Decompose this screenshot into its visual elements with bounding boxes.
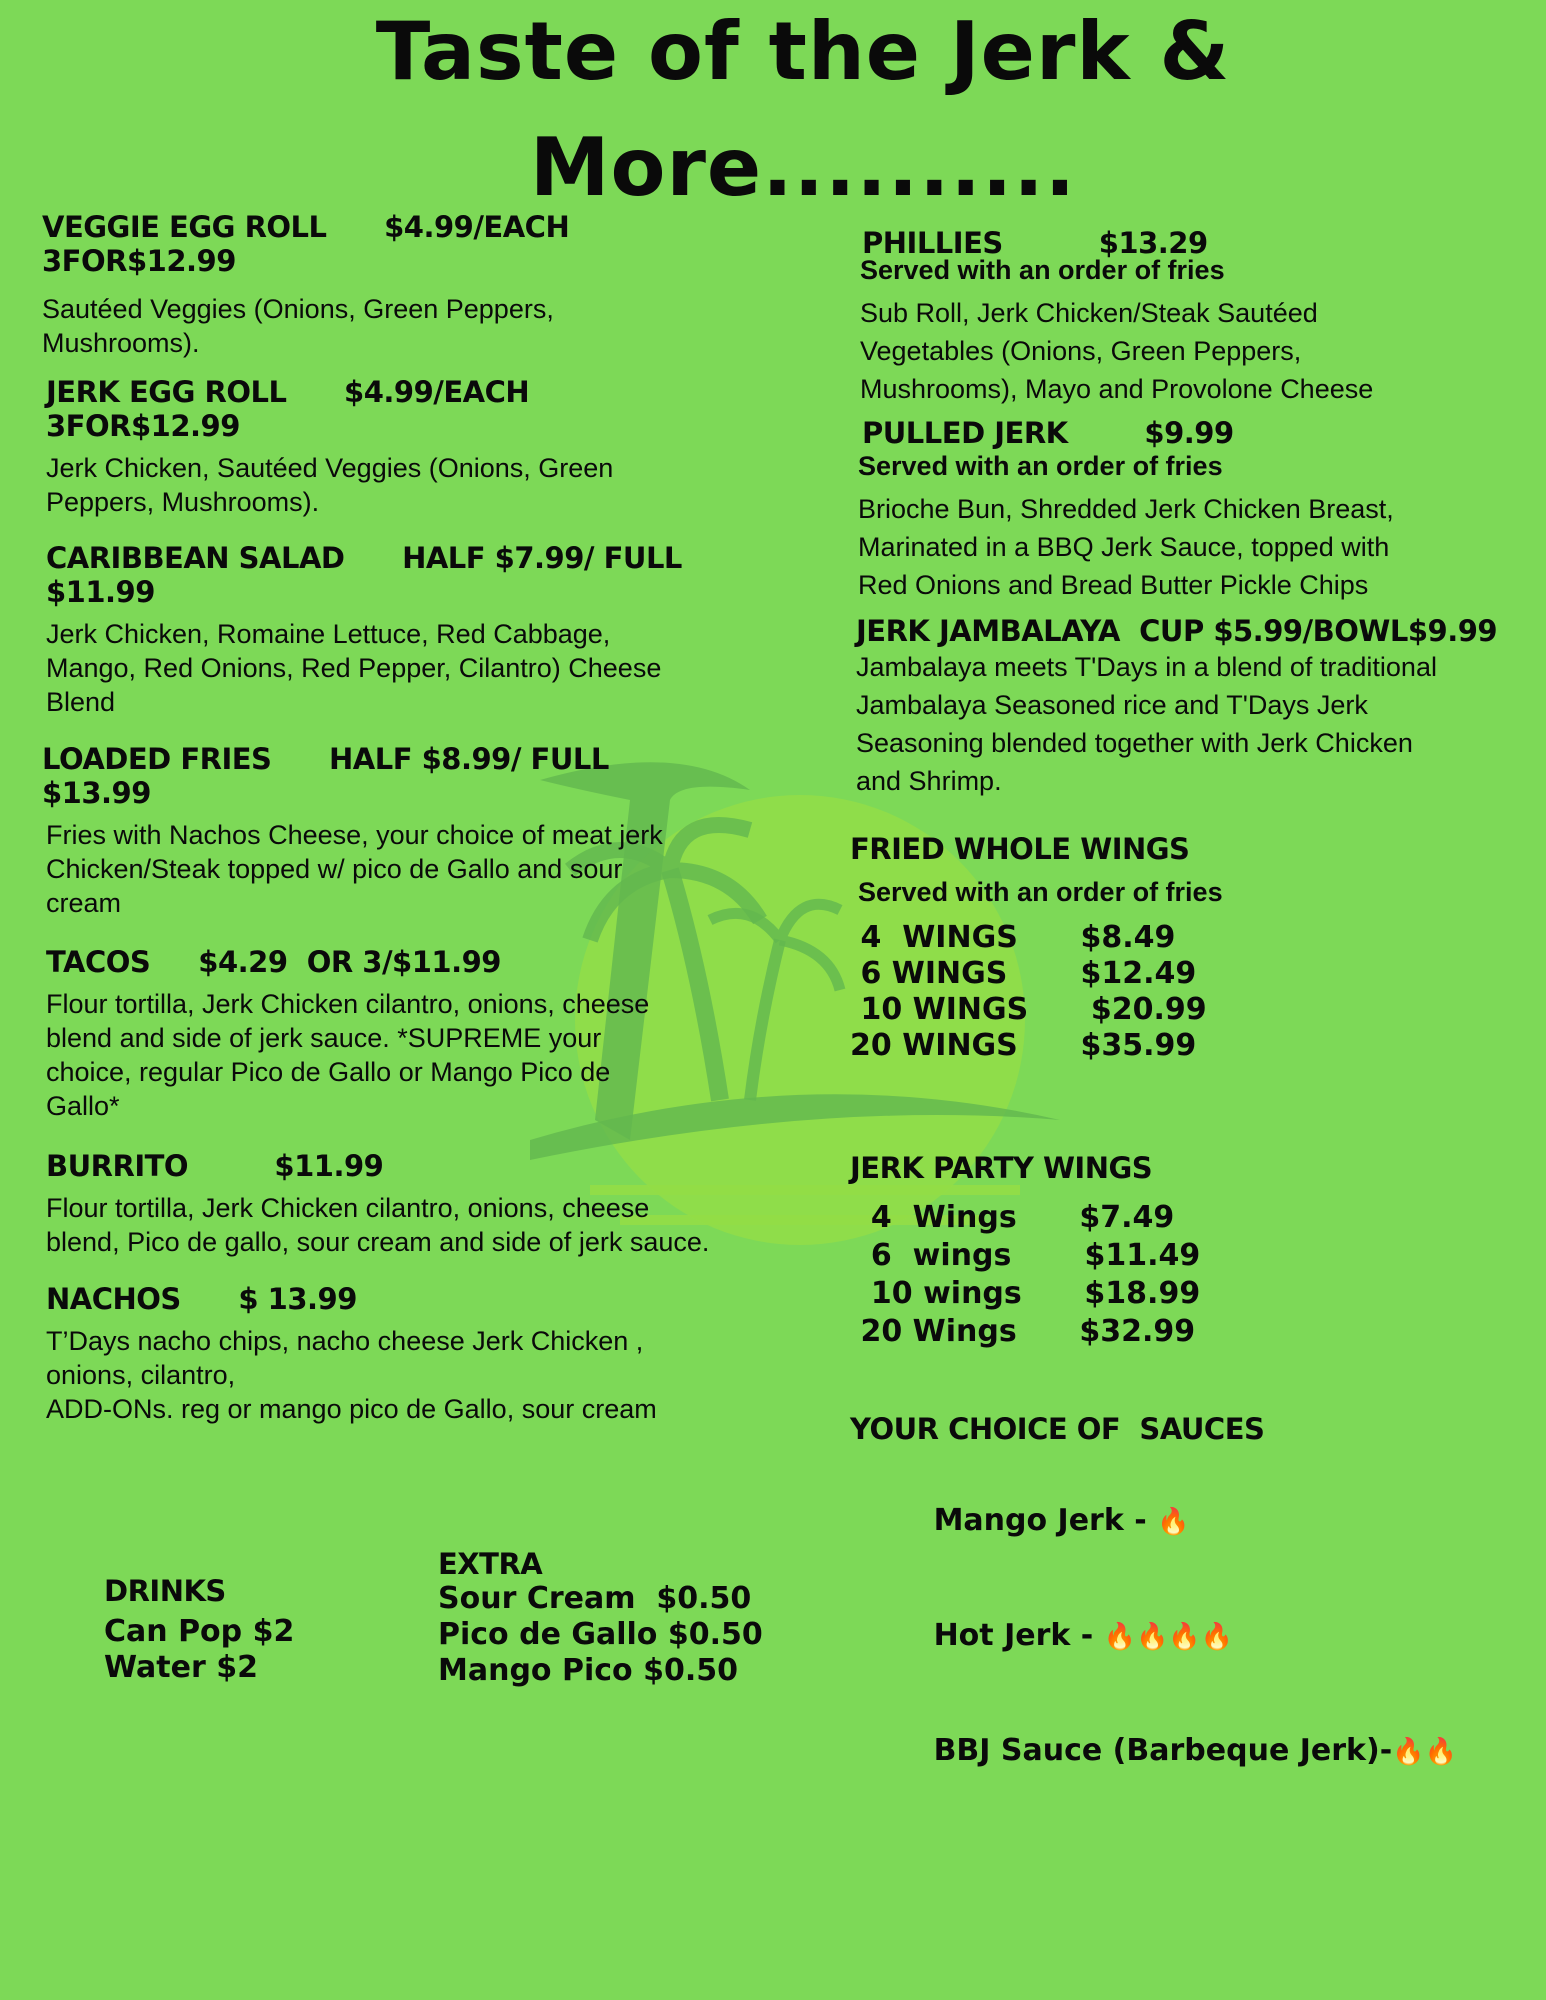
- extra-list: [438, 1581, 858, 1689]
- description-line: Marinated in a BBQ Jerk Sauce, topped with: [858, 532, 1390, 562]
- item-description: [46, 1324, 776, 1426]
- served-with-fries-note: Served with an order of fries: [858, 877, 1223, 907]
- description-line: Peppers, Mushrooms).: [46, 487, 320, 517]
- sauces-heading: YOUR CHOICE OF SAUCES: [850, 1412, 1265, 1446]
- item-heading: PHILLIES $13.29: [862, 226, 1208, 260]
- drinks-row: Water $2: [104, 1650, 258, 1685]
- wings-price-row: 6 WINGS $12.49: [850, 956, 1197, 991]
- description-line: T’Days nacho chips, nacho cheese Jerk Chicken ,: [46, 1326, 644, 1356]
- extra-row: Mango Pico $0.50: [438, 1653, 738, 1688]
- sauce-row-bbj-sauce: [850, 1694, 1510, 1809]
- menu-title-line-1: Taste of the Jerk &: [375, 5, 1231, 98]
- sauce-row-hot-jerk: [850, 1579, 1510, 1694]
- sauce-row-mango-jerk: [850, 1464, 1510, 1579]
- wings-price-row: 20 WINGS $35.99: [850, 1028, 1197, 1063]
- item-heading-price: $11.99: [46, 575, 155, 609]
- description-line: blend and side of jerk sauce. *SUPREME your: [46, 1023, 602, 1053]
- item-description: [46, 987, 776, 1123]
- description-line: blend, Pico de gallo, sour cream and side of jerk sauce.: [46, 1227, 710, 1257]
- sauce-label: BBJ Sauce (Barbeque Jerk)-: [933, 1733, 1393, 1768]
- item-description: [46, 617, 776, 719]
- item-description: [856, 648, 1536, 800]
- item-heading: CARIBBEAN SALAD HALF $7.99/ FULL: [46, 541, 682, 575]
- menu-item-caribbean-salad: [46, 541, 776, 719]
- description-line: and Shrimp.: [856, 766, 1002, 796]
- description-line: Sub Roll, Jerk Chicken/Steak Sautéed: [860, 298, 1318, 328]
- drinks-section: [104, 1574, 404, 1686]
- menu-item-veggie-egg-roll: [42, 210, 772, 360]
- description-line: Jambalaya meets T'Days in a blend of traditional: [856, 652, 1437, 682]
- item-heading-price: 3FOR$12.99: [42, 244, 236, 278]
- menu-item-jerk-jambalaya: [856, 614, 1536, 800]
- wings-price-row: 4 WINGS $8.49: [850, 920, 1176, 955]
- menu-item-loaded-fries: [42, 742, 772, 920]
- fire-icon: 🔥🔥🔥🔥: [1103, 1622, 1234, 1652]
- item-heading: FRIED WHOLE WINGS: [850, 832, 1190, 866]
- item-description: [858, 490, 1522, 604]
- description-line: Sautéed Veggies (Onions, Green Peppers,: [42, 294, 554, 324]
- description-line: Gallo*: [46, 1091, 120, 1121]
- description-line: Blend: [46, 687, 116, 717]
- description-line: Red Onions and Bread Butter Pickle Chips: [858, 570, 1369, 600]
- menu-item-fried-whole-wings: [850, 832, 1510, 1064]
- party-wings-price-row: 6 wings $11.49: [850, 1238, 1201, 1273]
- item-description: [42, 292, 772, 360]
- description-line: onions, cilantro,: [46, 1360, 236, 1390]
- item-heading: PULLED JERK $9.99: [862, 416, 1234, 450]
- drinks-row: Can Pop $2: [104, 1614, 295, 1649]
- fire-icon: 🔥🔥: [1392, 1737, 1457, 1767]
- wings-price-row: 10 WINGS $20.99: [850, 992, 1207, 1027]
- party-wings-price-list: [850, 1199, 1510, 1351]
- extra-row: Pico de Gallo $0.50: [438, 1617, 763, 1652]
- sauces-list: [850, 1464, 1510, 1809]
- description-line: Brioche Bun, Shredded Jerk Chicken Breast,: [858, 494, 1394, 524]
- party-wings-price-row: 10 wings $18.99: [850, 1276, 1201, 1311]
- item-heading: JERK JAMBALAYA CUP $5.99/BOWL$9.99: [856, 614, 1498, 648]
- description-line: Vegetables (Onions, Green Peppers,: [860, 336, 1302, 366]
- description-line: Mango, Red Onions, Red Pepper, Cilantro) Cheese: [46, 653, 662, 683]
- description-line: Mushrooms).: [42, 328, 200, 358]
- item-heading: TACOS $4.29 OR 3/$11.99: [46, 945, 501, 979]
- wings-price-list: [850, 920, 1510, 1064]
- item-heading: VEGGIE EGG ROLL $4.99/EACH: [42, 210, 570, 244]
- description-line: Seasoning blended together with Jerk Chicken: [856, 728, 1413, 758]
- menu-item-phillies: [862, 226, 1522, 408]
- party-wings-price-row: 20 Wings $32.99: [850, 1314, 1196, 1349]
- fire-icon: 🔥: [1157, 1507, 1190, 1537]
- description-line: Chicken/Steak topped w/ pico de Gallo and sour: [46, 854, 623, 884]
- description-line: Jerk Chicken, Sautéed Veggies (Onions, Green: [46, 453, 614, 483]
- drinks-heading: DRINKS: [104, 1574, 226, 1608]
- item-description: [46, 818, 772, 920]
- item-heading-price: 3FOR$12.99: [46, 409, 240, 443]
- item-description: [860, 294, 1522, 408]
- served-with-fries-note: Served with an order of fries: [860, 255, 1225, 285]
- sauce-label: Hot Jerk -: [933, 1618, 1104, 1653]
- description-line: Flour tortilla, Jerk Chicken cilantro, onions, cheese: [46, 1193, 650, 1223]
- item-heading: LOADED FRIES HALF $8.99/ FULL: [42, 742, 609, 776]
- description-line: Jerk Chicken, Romaine Lettuce, Red Cabbage,: [46, 619, 611, 649]
- description-line: cream: [46, 888, 122, 918]
- extra-row: Sour Cream $0.50: [438, 1581, 752, 1616]
- menu-item-pulled-jerk: [858, 416, 1522, 604]
- menu-item-tacos: [46, 945, 776, 1123]
- item-description: [46, 451, 776, 519]
- item-description: [46, 1191, 806, 1259]
- description-line: Jambalaya Seasoned rice and T'Days Jerk: [856, 690, 1368, 720]
- served-with-fries-note: Served with an order of fries: [858, 451, 1223, 481]
- item-heading: JERK PARTY WINGS: [850, 1151, 1153, 1185]
- description-line: ADD-ONs. reg or mango pico de Gallo, sour cream: [46, 1394, 657, 1424]
- sauce-label: Mango Jerk -: [933, 1503, 1158, 1538]
- sauces-section: [850, 1412, 1510, 1809]
- item-heading: JERK EGG ROLL $4.99/EACH: [46, 375, 530, 409]
- description-line: choice, regular Pico de Gallo or Mango Pico de: [46, 1057, 611, 1087]
- item-heading: BURRITO $11.99: [46, 1149, 384, 1183]
- extra-section: [438, 1547, 858, 1689]
- drinks-list: [104, 1614, 404, 1686]
- menu-title-line-2: More..........: [529, 121, 1077, 214]
- description-line: Flour tortilla, Jerk Chicken cilantro, onions, cheese: [46, 989, 650, 1019]
- menu-item-burrito: [46, 1149, 806, 1259]
- item-heading-price: $13.99: [42, 776, 151, 810]
- description-line: Mushrooms), Mayo and Provolone Cheese: [860, 374, 1374, 404]
- extra-heading: EXTRA: [438, 1547, 543, 1581]
- menu-item-jerk-egg-roll: [46, 375, 776, 519]
- menu-item-nachos: [46, 1282, 776, 1426]
- description-line: Fries with Nachos Cheese, your choice of meat jerk: [46, 820, 663, 850]
- menu-item-jerk-party-wings: [850, 1151, 1510, 1351]
- party-wings-price-row: 4 Wings $7.49: [850, 1200, 1175, 1235]
- menu-title: [0, 0, 1546, 226]
- item-heading: NACHOS $ 13.99: [46, 1282, 357, 1316]
